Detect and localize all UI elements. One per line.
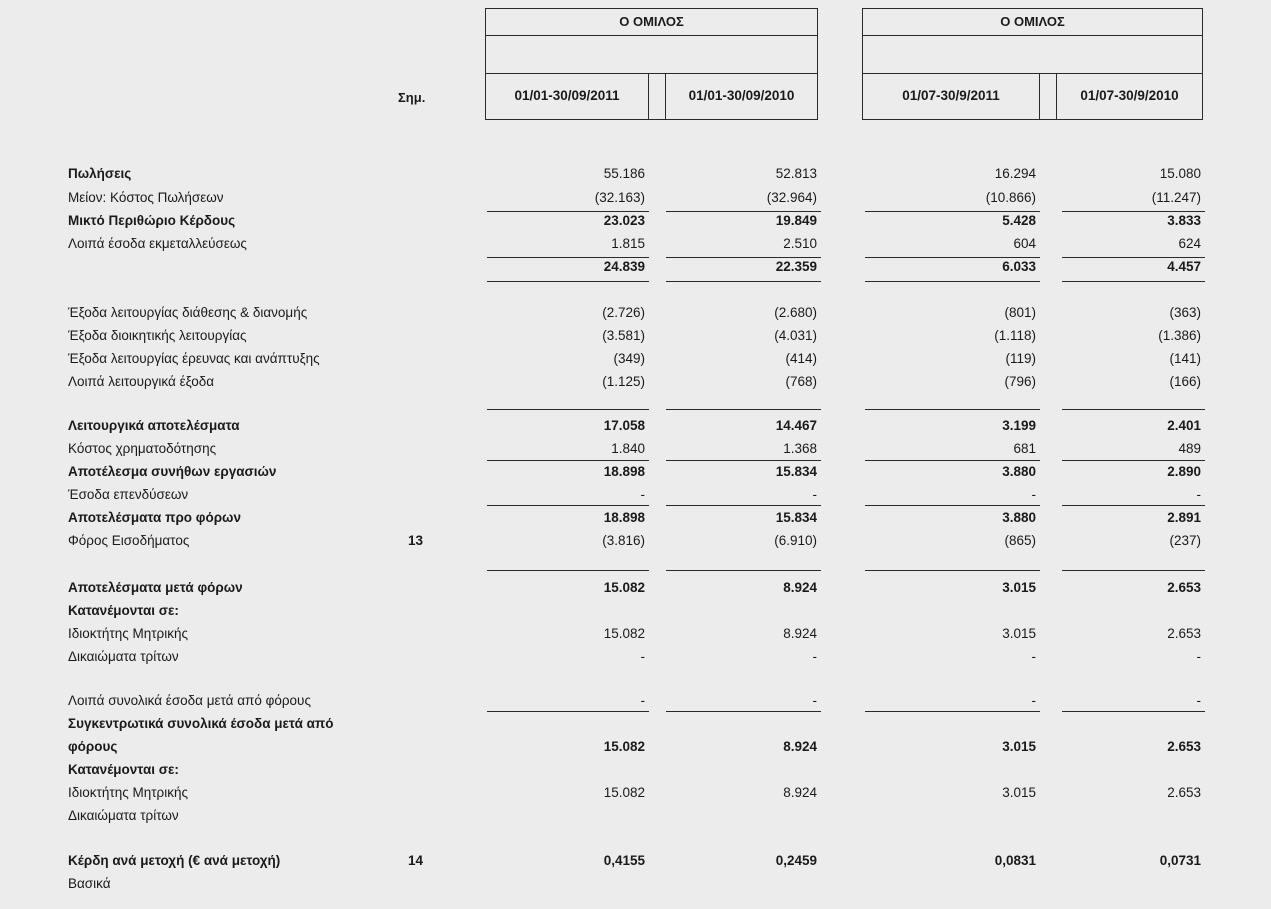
row-value-col2: 8.924 <box>783 580 817 595</box>
row-value-col1: 15.082 <box>603 785 645 800</box>
row-value-col4: (141) <box>1169 351 1201 366</box>
row-value-col1: 1.840 <box>611 441 645 456</box>
row-value-col4: 4.457 <box>1167 259 1201 274</box>
row-value-col2: 2.510 <box>783 236 817 251</box>
row-label: Βασικά <box>68 876 111 891</box>
total-rule <box>666 570 821 571</box>
total-rule <box>865 211 1040 212</box>
row-value-col1: 1.815 <box>611 236 645 251</box>
row-label: Κατανέμονται σε: <box>68 762 179 777</box>
total-rule <box>487 211 649 212</box>
total-rule <box>865 460 1040 461</box>
row-note: 13 <box>408 533 424 548</box>
group-title-a: Ο ΟΜΙΛΟΣ <box>486 9 817 36</box>
row-value-col3: 3.015 <box>1002 580 1036 595</box>
total-rule <box>666 211 821 212</box>
total-rule <box>487 505 649 506</box>
total-rule <box>487 460 649 461</box>
row-value-col2: 22.359 <box>775 259 817 274</box>
row-value-col1: - <box>640 649 645 664</box>
row-value-col3: - <box>1031 487 1036 502</box>
row-value-col2: - <box>812 487 817 502</box>
row-value-col4: 2.890 <box>1167 464 1201 479</box>
total-rule <box>666 460 821 461</box>
row-value-col4: (237) <box>1169 533 1201 548</box>
row-value-col3: (796) <box>1004 374 1036 389</box>
row-value-col1: 15.082 <box>603 580 645 595</box>
row-value-col4: (166) <box>1169 374 1201 389</box>
row-value-col2: - <box>812 649 817 664</box>
row-label: φόρους <box>68 739 118 754</box>
row-value-col4: 3.833 <box>1167 213 1201 228</box>
total-rule <box>865 281 1040 282</box>
total-rule <box>666 711 821 712</box>
row-value-col4: 2.401 <box>1167 418 1201 433</box>
row-note: 14 <box>408 853 424 868</box>
row-value-col1: - <box>640 693 645 708</box>
total-rule <box>865 711 1040 712</box>
total-rule <box>1062 281 1205 282</box>
row-value-col4: 2.653 <box>1167 580 1201 595</box>
row-value-col1: 18.898 <box>603 464 645 479</box>
row-value-col3: 6.033 <box>1002 259 1036 274</box>
total-rule <box>865 257 1040 258</box>
row-value-col2: 8.924 <box>783 626 817 641</box>
row-value-col3: (10.866) <box>985 190 1036 205</box>
total-rule <box>487 409 649 410</box>
row-label: Συγκεντρωτικά συνολικά έσοδα μετά από <box>68 716 334 731</box>
row-value-col2: 8.924 <box>783 739 817 754</box>
row-label: Έξοδα λειτουργίας έρευνας και ανάπτυξης <box>68 351 320 366</box>
row-value-col3: 681 <box>1013 441 1036 456</box>
row-value-col4: - <box>1196 693 1201 708</box>
row-value-col4: 2.891 <box>1167 510 1201 525</box>
row-value-col2: (6.910) <box>774 533 817 548</box>
row-label: Ιδιοκτήτης Μητρικής <box>68 785 188 800</box>
row-label: Έξοδα λειτουργίας διάθεσης & διανομής <box>68 305 308 320</box>
row-value-col4: 624 <box>1178 236 1201 251</box>
row-label: Έσοδα επενδύσεων <box>68 487 189 502</box>
total-rule <box>666 505 821 506</box>
row-label: Λοιπά συνολικά έσοδα μετά από φόρους <box>68 693 311 708</box>
row-value-col1: 15.082 <box>603 626 645 641</box>
row-value-col1: 18.898 <box>603 510 645 525</box>
row-value-col4: 2.653 <box>1167 785 1201 800</box>
row-value-col3: 16.294 <box>994 166 1036 181</box>
group-title-b: Ο ΟΜΙΛΟΣ <box>863 9 1202 36</box>
row-value-col2: - <box>812 693 817 708</box>
row-value-col2: 15.834 <box>775 464 817 479</box>
row-value-col4: (363) <box>1169 305 1201 320</box>
total-rule <box>1062 505 1205 506</box>
row-label: Λοιπά έσοδα εκμεταλλεύσεως <box>68 236 247 251</box>
row-value-col1: (3.581) <box>602 328 645 343</box>
row-value-col3: 0,0831 <box>994 853 1036 868</box>
period-separator-a <box>648 73 666 119</box>
row-label: Κέρδη ανά μετοχή (€ ανά μετοχή) <box>68 853 281 868</box>
row-value-col2: 19.849 <box>775 213 817 228</box>
row-value-col3: 3.880 <box>1002 464 1036 479</box>
row-label: Μείον: Κόστος Πωλήσεων <box>68 190 224 205</box>
row-label: Δικαιώματα τρίτων <box>68 808 179 823</box>
row-value-col4: 0,0731 <box>1159 853 1201 868</box>
group-subheader-b <box>863 35 1202 74</box>
total-rule <box>666 409 821 410</box>
row-label: Λειτουργικά αποτελέσματα <box>68 418 240 433</box>
row-value-col1: (349) <box>613 351 645 366</box>
total-rule <box>487 281 649 282</box>
period-header-3: 01/07-30/9/2011 <box>902 88 1000 103</box>
row-value-col3: (801) <box>1004 305 1036 320</box>
period-header-2: 01/01-30/09/2010 <box>688 88 795 103</box>
total-rule <box>865 409 1040 410</box>
row-value-col1: 0,4155 <box>603 853 645 868</box>
row-value-col2: 52.813 <box>775 166 817 181</box>
row-value-col1: 17.058 <box>603 418 645 433</box>
row-value-col3: 5.428 <box>1002 213 1036 228</box>
row-value-col2: (4.031) <box>774 328 817 343</box>
period-header-4: 01/07-30/9/2010 <box>1080 88 1179 103</box>
row-value-col2: 14.467 <box>775 418 817 433</box>
row-label: Πωλήσεις <box>68 166 132 181</box>
total-rule <box>666 257 821 258</box>
row-value-col1: (1.125) <box>602 374 645 389</box>
row-value-col2: 1.368 <box>783 441 817 456</box>
row-value-col3: (865) <box>1004 533 1036 548</box>
row-value-col1: 23.023 <box>603 213 645 228</box>
row-label: Αποτέλεσμα συνήθων εργασιών <box>68 464 277 479</box>
row-value-col3: (1.118) <box>994 328 1036 343</box>
row-label: Κατανέμονται σε: <box>68 603 179 618</box>
row-value-col4: - <box>1196 487 1201 502</box>
row-value-col1: 24.839 <box>603 259 645 274</box>
row-value-col3: 3.015 <box>1002 626 1036 641</box>
row-value-col3: 3.015 <box>1002 785 1036 800</box>
total-rule <box>487 570 649 571</box>
row-value-col4: (1.386) <box>1158 328 1201 343</box>
row-value-col4: 2.653 <box>1167 626 1201 641</box>
row-value-col3: (119) <box>1005 351 1036 366</box>
row-value-col1: (2.726) <box>602 305 645 320</box>
row-label: Μικτό Περιθώριο Κέρδους <box>68 213 236 228</box>
row-value-col1: (3.816) <box>602 533 645 548</box>
note-column-header: Σημ. <box>398 90 426 105</box>
row-value-col3: 3.880 <box>1002 510 1036 525</box>
row-value-col4: (11.247) <box>1151 190 1201 205</box>
row-value-col4: 15.080 <box>1159 166 1201 181</box>
row-label: Κόστος χρηματοδότησης <box>68 441 217 456</box>
row-label: Λοιπά λειτουργικά έξοδα <box>68 374 215 389</box>
row-value-col4: - <box>1196 649 1201 664</box>
row-label: Φόρος Εισοδήματος <box>68 533 190 548</box>
total-rule <box>1062 257 1205 258</box>
row-value-col3: 3.199 <box>1002 418 1036 433</box>
row-label: Δικαιώματα τρίτων <box>68 649 179 664</box>
total-rule <box>1062 409 1205 410</box>
row-value-col2: (2.680) <box>774 305 817 320</box>
total-rule <box>1062 460 1205 461</box>
row-value-col1: 15.082 <box>603 739 645 754</box>
total-rule <box>1062 570 1205 571</box>
total-rule <box>487 711 649 712</box>
row-value-col1: 55.186 <box>603 166 645 181</box>
period-separator-b <box>1039 73 1057 119</box>
row-value-col3: - <box>1031 649 1036 664</box>
total-rule <box>666 281 821 282</box>
row-value-col3: 604 <box>1013 236 1036 251</box>
row-value-col2: (768) <box>785 374 817 389</box>
total-rule <box>1062 711 1205 712</box>
total-rule <box>1062 211 1205 212</box>
row-value-col4: 2.653 <box>1167 739 1201 754</box>
total-rule <box>487 257 649 258</box>
row-label: Έξοδα διοικητικής λειτουργίας <box>68 328 247 343</box>
group-subheader-a <box>486 35 817 74</box>
row-label: Ιδιοκτήτης Μητρικής <box>68 626 188 641</box>
row-value-col2: (414) <box>785 351 817 366</box>
row-value-col3: - <box>1031 693 1036 708</box>
row-label: Αποτελέσματα μετά φόρων <box>68 580 243 595</box>
row-value-col2: 0,2459 <box>775 853 817 868</box>
row-value-col1: - <box>640 487 645 502</box>
row-value-col1: (32.163) <box>594 190 645 205</box>
row-value-col2: 15.834 <box>775 510 817 525</box>
group-header-box-a <box>485 8 818 120</box>
row-value-col3: 3.015 <box>1002 739 1036 754</box>
total-rule <box>865 505 1040 506</box>
row-value-col2: 8.924 <box>783 785 817 800</box>
row-value-col4: 489 <box>1178 441 1201 456</box>
row-label: Αποτελέσματα προ φόρων <box>68 510 241 525</box>
period-header-1: 01/01-30/09/2011 <box>514 88 620 103</box>
row-value-col2: (32.964) <box>766 190 817 205</box>
total-rule <box>865 570 1040 571</box>
group-header-box-b <box>862 8 1203 120</box>
